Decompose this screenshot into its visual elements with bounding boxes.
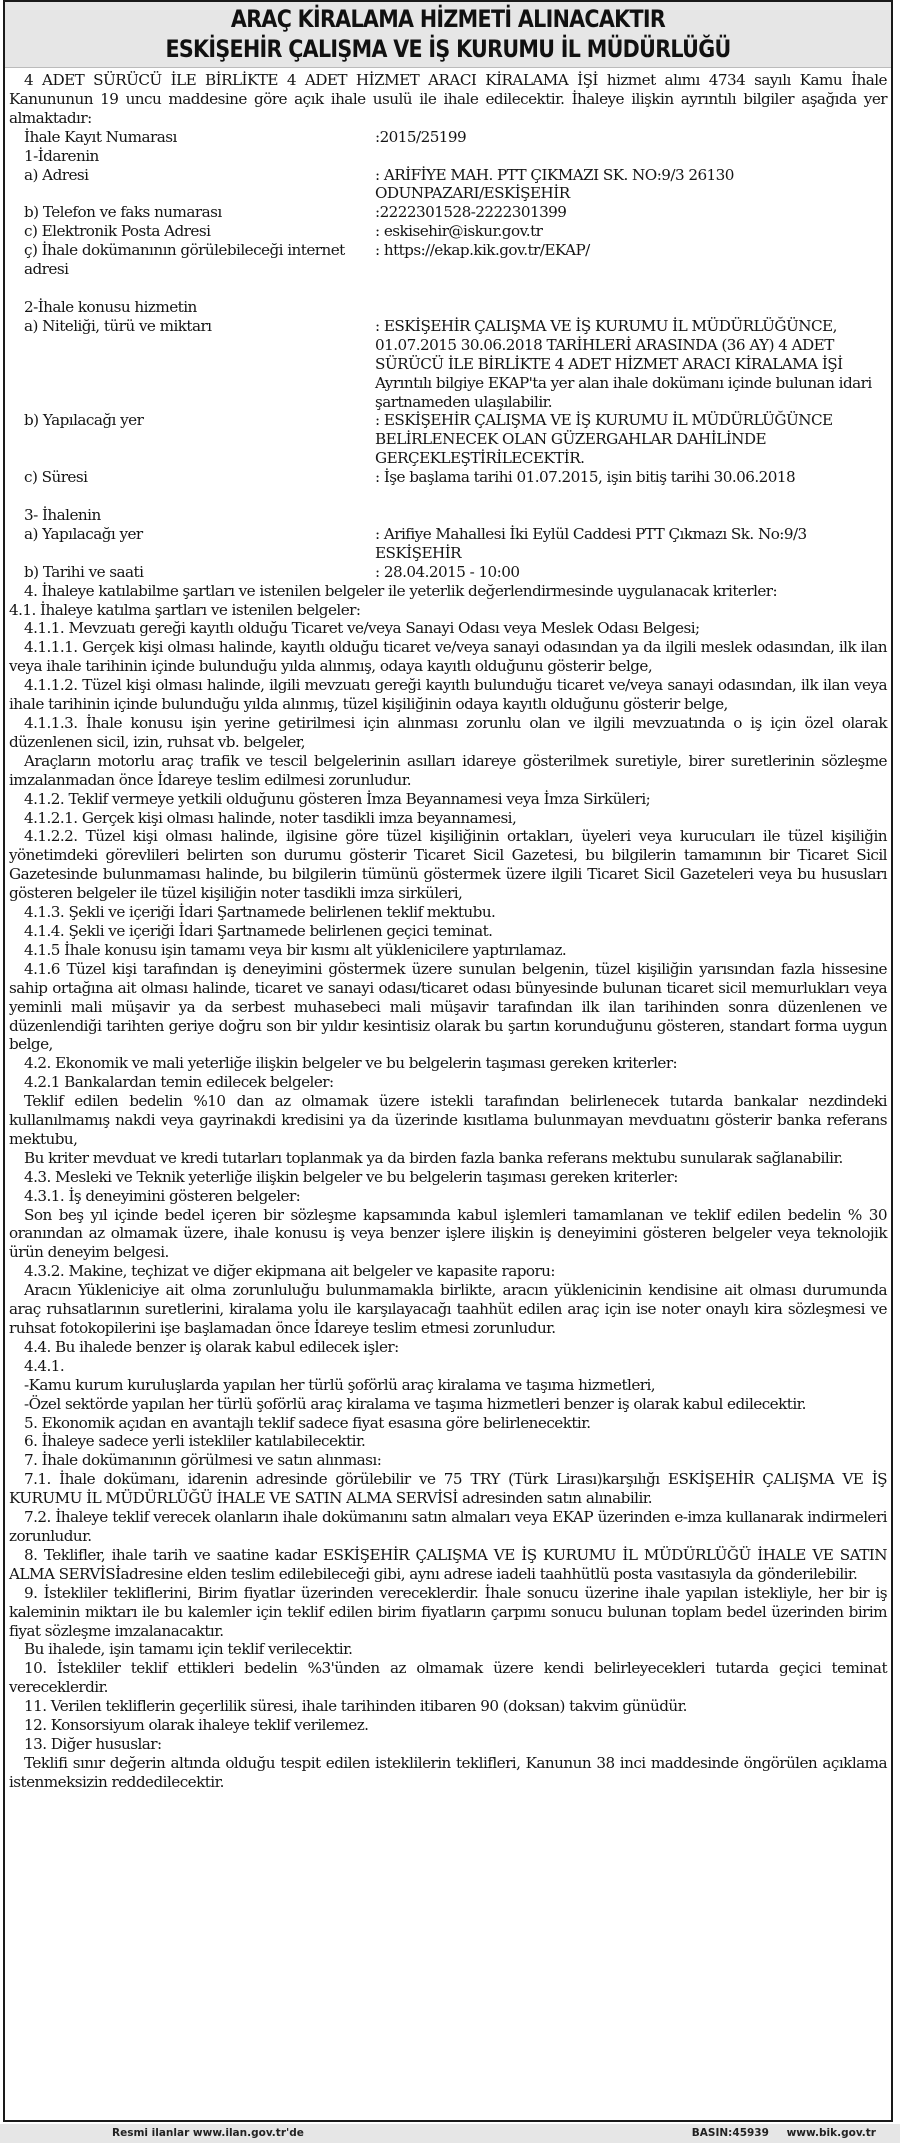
clause-paragraph: 8. Teklifler, ihale tarih ve saatine kadar ESKİŞEHİR ÇALIŞMA VE İŞ KURUMU İL MÜDÜRLÜĞÜ İHALE VE SATIN ALMA SERVİSİadresine elden teslim edilebileceği gibi, aynı adrese iadeli taahhütlü posta vasıtasıyla da gönderilebilir. [9, 1545, 887, 1583]
clause-paragraph: -Özel sektörde yapılan her türlü şoförlü araç kiralama ve taşıma hizmetleri benzer iş olarak kabul edilecektir. [24, 1394, 806, 1413]
intro-paragraph: 4 ADET SÜRÜCÜ İLE BİRLİKTE 4 ADET HİZMET ARACI KİRALAMA İŞİ hizmet alımı 4734 sayılı Kamu İhale Kanununun 19 uncu maddesine göre açık ihale usulü ile ihale edilecektir. İhaleye ilişkin ayrıntılı bilgiler aşağıda yer almaktadır: [9, 71, 887, 127]
clause-paragraph: 4.4.1. [24, 1356, 65, 1375]
field-label: c) Elektronik Posta Adresi [24, 222, 211, 241]
clause-paragraph: 7. İhale dokümanının görülmesi ve satın alınması: [24, 1451, 382, 1470]
clause-paragraph: Bu ihalede, işin tamamı için teklif verilecektir. [24, 1640, 353, 1659]
footer-website: www.bik.gov.tr [786, 2127, 876, 2139]
clause-paragraph: 12. Konsorsiyum olarak ihaleye teklif verilemez. [24, 1716, 369, 1735]
idare-row-website [9, 241, 887, 279]
clause-paragraph: 9. İstekliler tekliflerini, Birim fiyatlar üzerinden vereceklerdir. İhale sonucu üzerine ihale yapılan istekliyle, her bir iş kaleminin miktarı ile bu kalemler için teklif edilen birim fiyatların çarpımı sonucu bulunan toplam bedel üzerinden birim fiyat sözleşme imzalanacaktır. [9, 1583, 887, 1640]
clause-paragraph: 4.3.2. Makine, teçhizat ve diğer ekipmana ait belgeler ve kapasite raporu: [24, 1262, 555, 1281]
clause-paragraph: 4.1. İhaleye katılma şartları ve istenilen belgeler: [9, 600, 361, 619]
clause-paragraph: Aracın Yükleniciye ait olma zorunluluğu bulunmamakla birlikte, aracın yüklenicinin kendisine ait olması durumunda araç ruhsatlarının suretlerini, kiralama yolu ile karşılayacağı taahhüt edilen araç için ise noter onaylı kira sözleşmesi ve ruhsat fotokopilerini işe başlamadan önce İdareye teslim etmesi zorunludur. [9, 1281, 887, 1337]
clause-paragraph: 13. Diğer hususlar: [24, 1734, 162, 1753]
field-label: a) Yapılacağı yer [24, 524, 143, 543]
clause-paragraph: 4.1.1. Mevzuatı gereği kayıtlı olduğu Ticaret ve/veya Sanayi Odası veya Meslek Odası Belgesi; [24, 619, 700, 638]
footer-left-note: Resmi ilanlar www.ilan.gov.tr'de [112, 2127, 304, 2139]
idare-row-email [9, 222, 887, 241]
announcement-header [5, 2, 891, 68]
kayit-label: İhale Kayıt Numarası [24, 127, 177, 146]
footer-basin-code: BASIN:45939 [691, 2127, 769, 2139]
field-label: b) Telefon ve faks numarası [24, 203, 222, 222]
clause-paragraph: 4.1.1.2. Tüzel kişi olması halinde, ilgili mevzuatı gereği kayıtlı bulunduğu ticaret ve/veya sanayi odasından, ilk ilan veya ihale tarihinin içinde bulunduğu yılda alınmış, tüzel kişiliğinin odaya kayıtlı olduğunu gösterir belge, [9, 676, 887, 714]
clause-paragraph: 4.1.2. Teklif vermeye yetkili olduğunu gösteren İmza Beyannamesi veya İmza Sirküleri; [24, 789, 651, 808]
clause-paragraph: 11. Verilen tekliflerin geçerlilik süresi, ihale tarihinden itibaren 90 (doksan) takvim günüdür. [24, 1697, 687, 1716]
kayit-value: :2015/25199 [375, 127, 467, 146]
clause-paragraph: Son beş yıl içinde bedel içeren bir sözleşme kapsamında kabul işlemleri tamamlanan ve teklif edilen bedelin % 30 oranından az olmamak üzere, ihale konusu iş veya benzer işlere ilişkin iş deneyimini gösteren belgeler veya teknolojik ürün deneyim belgesi. [9, 1205, 887, 1262]
clause-paragraph: -Kamu kurum kuruluşlarda yapılan her türlü şoförlü araç kiralama ve taşıma hizmetleri, [24, 1375, 656, 1394]
idare-row-address [9, 166, 887, 204]
field-value: :2222301528-2222301399 [375, 203, 567, 222]
clause-paragraph: 4.2.1 Bankalardan temin edilecek belgeler: [24, 1073, 334, 1092]
hizmet-heading: 2-İhale konusu hizmetin [24, 297, 197, 316]
clause-paragraph: 4. İhaleye katılabilme şartları ve istenilen belgeler ile yeterlik değerlendirmesinde uygulanacak kriterler: [24, 581, 778, 600]
field-value: : https://ekap.kik.gov.tr/EKAP/ [375, 241, 590, 260]
field-value: : ARİFİYE MAH. PTT ÇIKMAZI SK. NO:9/3 26130 ODUNPAZARI/ESKİŞEHİR [375, 165, 734, 203]
clauses-list [9, 582, 887, 1792]
clause-paragraph: 10. İstekliler teklif ettikleri bedelin %3'ünden az olmamak üzere kendi belirleyecekleri tutarda geçici teminat vereceklerdir. [9, 1659, 887, 1697]
clause-paragraph: 4.4. Bu ihalede benzer iş olarak kabul edilecek işler: [24, 1337, 399, 1356]
clause-paragraph: 4.1.3. Şekli ve içeriği İdari Şartnamede belirlenen teklif mektubu. [24, 903, 496, 922]
clause-paragraph: 4.1.2.1. Gerçek kişi olması halinde, noter tasdikli imza beyannamesi, [24, 808, 517, 827]
clause-paragraph: 4.1.1.3. İhale konusu işin yerine getirilmesi için alınması zorunlu olan ve ilgili mevzuatında o iş için özel olarak düzenlenen sicil, izin, ruhsat vb. belgeler, [9, 714, 887, 751]
field-value: : İşe başlama tarihi 01.07.2015, işin bitiş tarihi 30.06.2018 [375, 468, 796, 487]
clause-paragraph: Bu kriter mevduat ve kredi tutarları toplanmak ya da birden fazla banka referans mektubu sunularak sağlanabilir. [24, 1148, 843, 1167]
idare-row-phone [9, 203, 887, 222]
hizmet-row-place [9, 411, 887, 468]
field-label: ç) İhale dokümanının görülebileceği internet adresi [24, 241, 345, 279]
spacer [9, 279, 887, 298]
field-label: b) Tarihi ve saati [24, 562, 144, 581]
footer-bar [0, 2124, 900, 2143]
field-value: : ESKİŞEHİR ÇALIŞMA VE İŞ KURUMU İL MÜDÜRLÜĞÜNCE, 01.07.2015 30.06.2018 TARİHLERİ ARASINDA (36 AY) 4 ADET SÜRÜCÜ İLE BİRLİKTE 4 ADET HİZMET ARACI KİRALAMA İŞİ Ayrıntılı bilgiye EKAP'ta yer alan ihale dokümanı içinde bulunan idari şartnameden ulaşılabilir. [375, 316, 872, 411]
field-label: c) Süresi [24, 468, 88, 487]
kayit-row [9, 128, 887, 147]
clause-paragraph: Teklifi sınır değerin altında olduğu tespit edilen isteklilerin teklifleri, Kanunun 38 inci maddesinde öngörülen açıklama istenmeksizin reddedilecektir. [9, 1753, 887, 1791]
clause-paragraph: 4.1.5 İhale konusu işin tamamı veya bir kısmı alt yüklenicilere yaptırılamaz. [24, 940, 567, 959]
clause-paragraph: 5. Ekonomik açıdan en avantajlı teklif sadece fiyat esasına göre belirlenecektir. [24, 1413, 591, 1432]
clause-paragraph: 4.3. Mesleki ve Teknik yeterliğe ilişkin belgeler ve bu belgelerin taşıması gereken kriterler: [24, 1167, 678, 1186]
clause-paragraph: 4.1.4. Şekli ve içeriği İdari Şartnamede belirlenen geçici teminat. [24, 921, 493, 940]
hizmet-row-nature [9, 317, 887, 412]
field-value: : Arifiye Mahallesi İki Eylül Caddesi PTT Çıkmazı Sk. No:9/3 ESKİŞEHİR [375, 524, 807, 562]
ihale-heading: 3- İhalenin [24, 506, 101, 525]
field-label: a) Adresi [24, 165, 89, 184]
clause-paragraph: 6. İhaleye sadece yerli istekliler katılabilecektir. [24, 1432, 366, 1451]
clause-paragraph: Teklif edilen bedelin %10 dan az olmamak üzere istekli tarafından belirlenecek tutarda bankalar nezdindeki kullanılmamış nakdi veya gayrinakdi kredisini ya da üzerinde kısıtlama bulunmayan mevduatını gösterir banka referans mektubu, [9, 1092, 887, 1148]
clause-paragraph: 7.1. İhale dokümanı, idarenin adresinde görülebilir ve 75 TRY (Türk Lirası)karşılığı ESKİŞEHİR ÇALIŞMA VE İŞ KURUMU İL MÜDÜRLÜĞÜ İHALE VE SATIN ALMA SERVİSİ adresinden satın alınabilir. [9, 1470, 887, 1508]
field-label: a) Niteliği, türü ve miktarı [24, 316, 212, 335]
clause-paragraph: 4.3.1. İş deneyimini gösteren belgeler: [24, 1186, 301, 1205]
title-line-2: ESKİŞEHİR ÇALIŞMA VE İŞ KURUMU İL MÜDÜRLÜĞÜ [165, 35, 731, 63]
footer-right [678, 2127, 876, 2139]
clause-paragraph: 7.2. İhaleye teklif verecek olanların ihale dokümanını satın almaları veya EKAP üzerinden e-imza kullanarak indirmeleri zorunludur. [9, 1508, 887, 1545]
idare-heading: 1-İdarenin [24, 146, 99, 165]
clause-paragraph: 4.1.2.2. Tüzel kişi olması halinde, ilgisine göre tüzel kişiliğinin ortakları, üyeleri veya kurucuları ile tüzel kişiliğin yönetimdeki görevlileri belirten son durumu gösterir Ticaret Sicil Gazetesi, bu bilgilerin tamamının bir Ticaret Sicil Gazetesinde bulunmaması halinde, bu bilgilerin tümünü göstermek üzere ilgili Ticaret Sicil Gazeteleri veya bu hususları gösteren belgeler ile tüzel kişiliğin noter tasdikli imza sirküleri, [9, 827, 887, 903]
field-value: : eskisehir@iskur.gov.tr [375, 222, 543, 241]
spacer [9, 487, 887, 506]
field-value: : 28.04.2015 - 10:00 [375, 562, 520, 581]
ihale-row-date [9, 563, 887, 582]
clause-paragraph: 4.2. Ekonomik ve mali yeterliğe ilişkin belgeler ve bu belgelerin taşıması gereken kriterler: [24, 1054, 678, 1073]
clause-paragraph: Araçların motorlu araç trafik ve tescil belgelerinin asılları idareye gösterilmek suretiyle, birer suretlerinin sözleşme imzalanmadan önce İdareye teslim edilmesi zorunludur. [9, 751, 887, 789]
ihale-row-place [9, 525, 887, 563]
announcement-frame [3, 0, 893, 2122]
announcement-body [5, 68, 891, 1792]
title-line-1: ARAÇ KİRALAMA HİZMETİ ALINACAKTIR [230, 5, 666, 33]
clause-paragraph: 4.1.1.1. Gerçek kişi olması halinde, kayıtlı olduğu ticaret ve/veya sanayi odasından ya da ilgili meslek odasından, ilk ilan veya ihale tarihinin içinde bulunduğu yılda alınmış, odaya kayıtlı olduğunu gösterir belge, [9, 638, 887, 676]
field-label: b) Yapılacağı yer [24, 411, 144, 430]
field-value: : ESKİŞEHİR ÇALIŞMA VE İŞ KURUMU İL MÜDÜRLÜĞÜNCE BELİRLENECEK OLAN GÜZERGAHLAR DAHİLİNDE GERÇEKLEŞTİRİLECEKTİR. [375, 411, 833, 468]
clause-paragraph: 4.1.6 Tüzel kişi tarafından iş deneyimini göstermek üzere sunulan belgenin, tüzel kişiliğin yarısından fazla hissesine sahip ortağına ait olması halinde, ticaret ve sanayi odası/ticaret odası bünyesinde bulunan ticaret sicil memurlukları veya yeminli mali müşavir ya da serbest muhasebeci mali müşavir tarafından ilk ilan tarihinden sonra düzenlenen ve düzenlendiği tarihten geriye doğru son bir yıldır kesintisiz olarak bu şartın korunduğunu gösteren, standart forma uygun belge, [9, 959, 887, 1054]
hizmet-row-duration [9, 468, 887, 487]
